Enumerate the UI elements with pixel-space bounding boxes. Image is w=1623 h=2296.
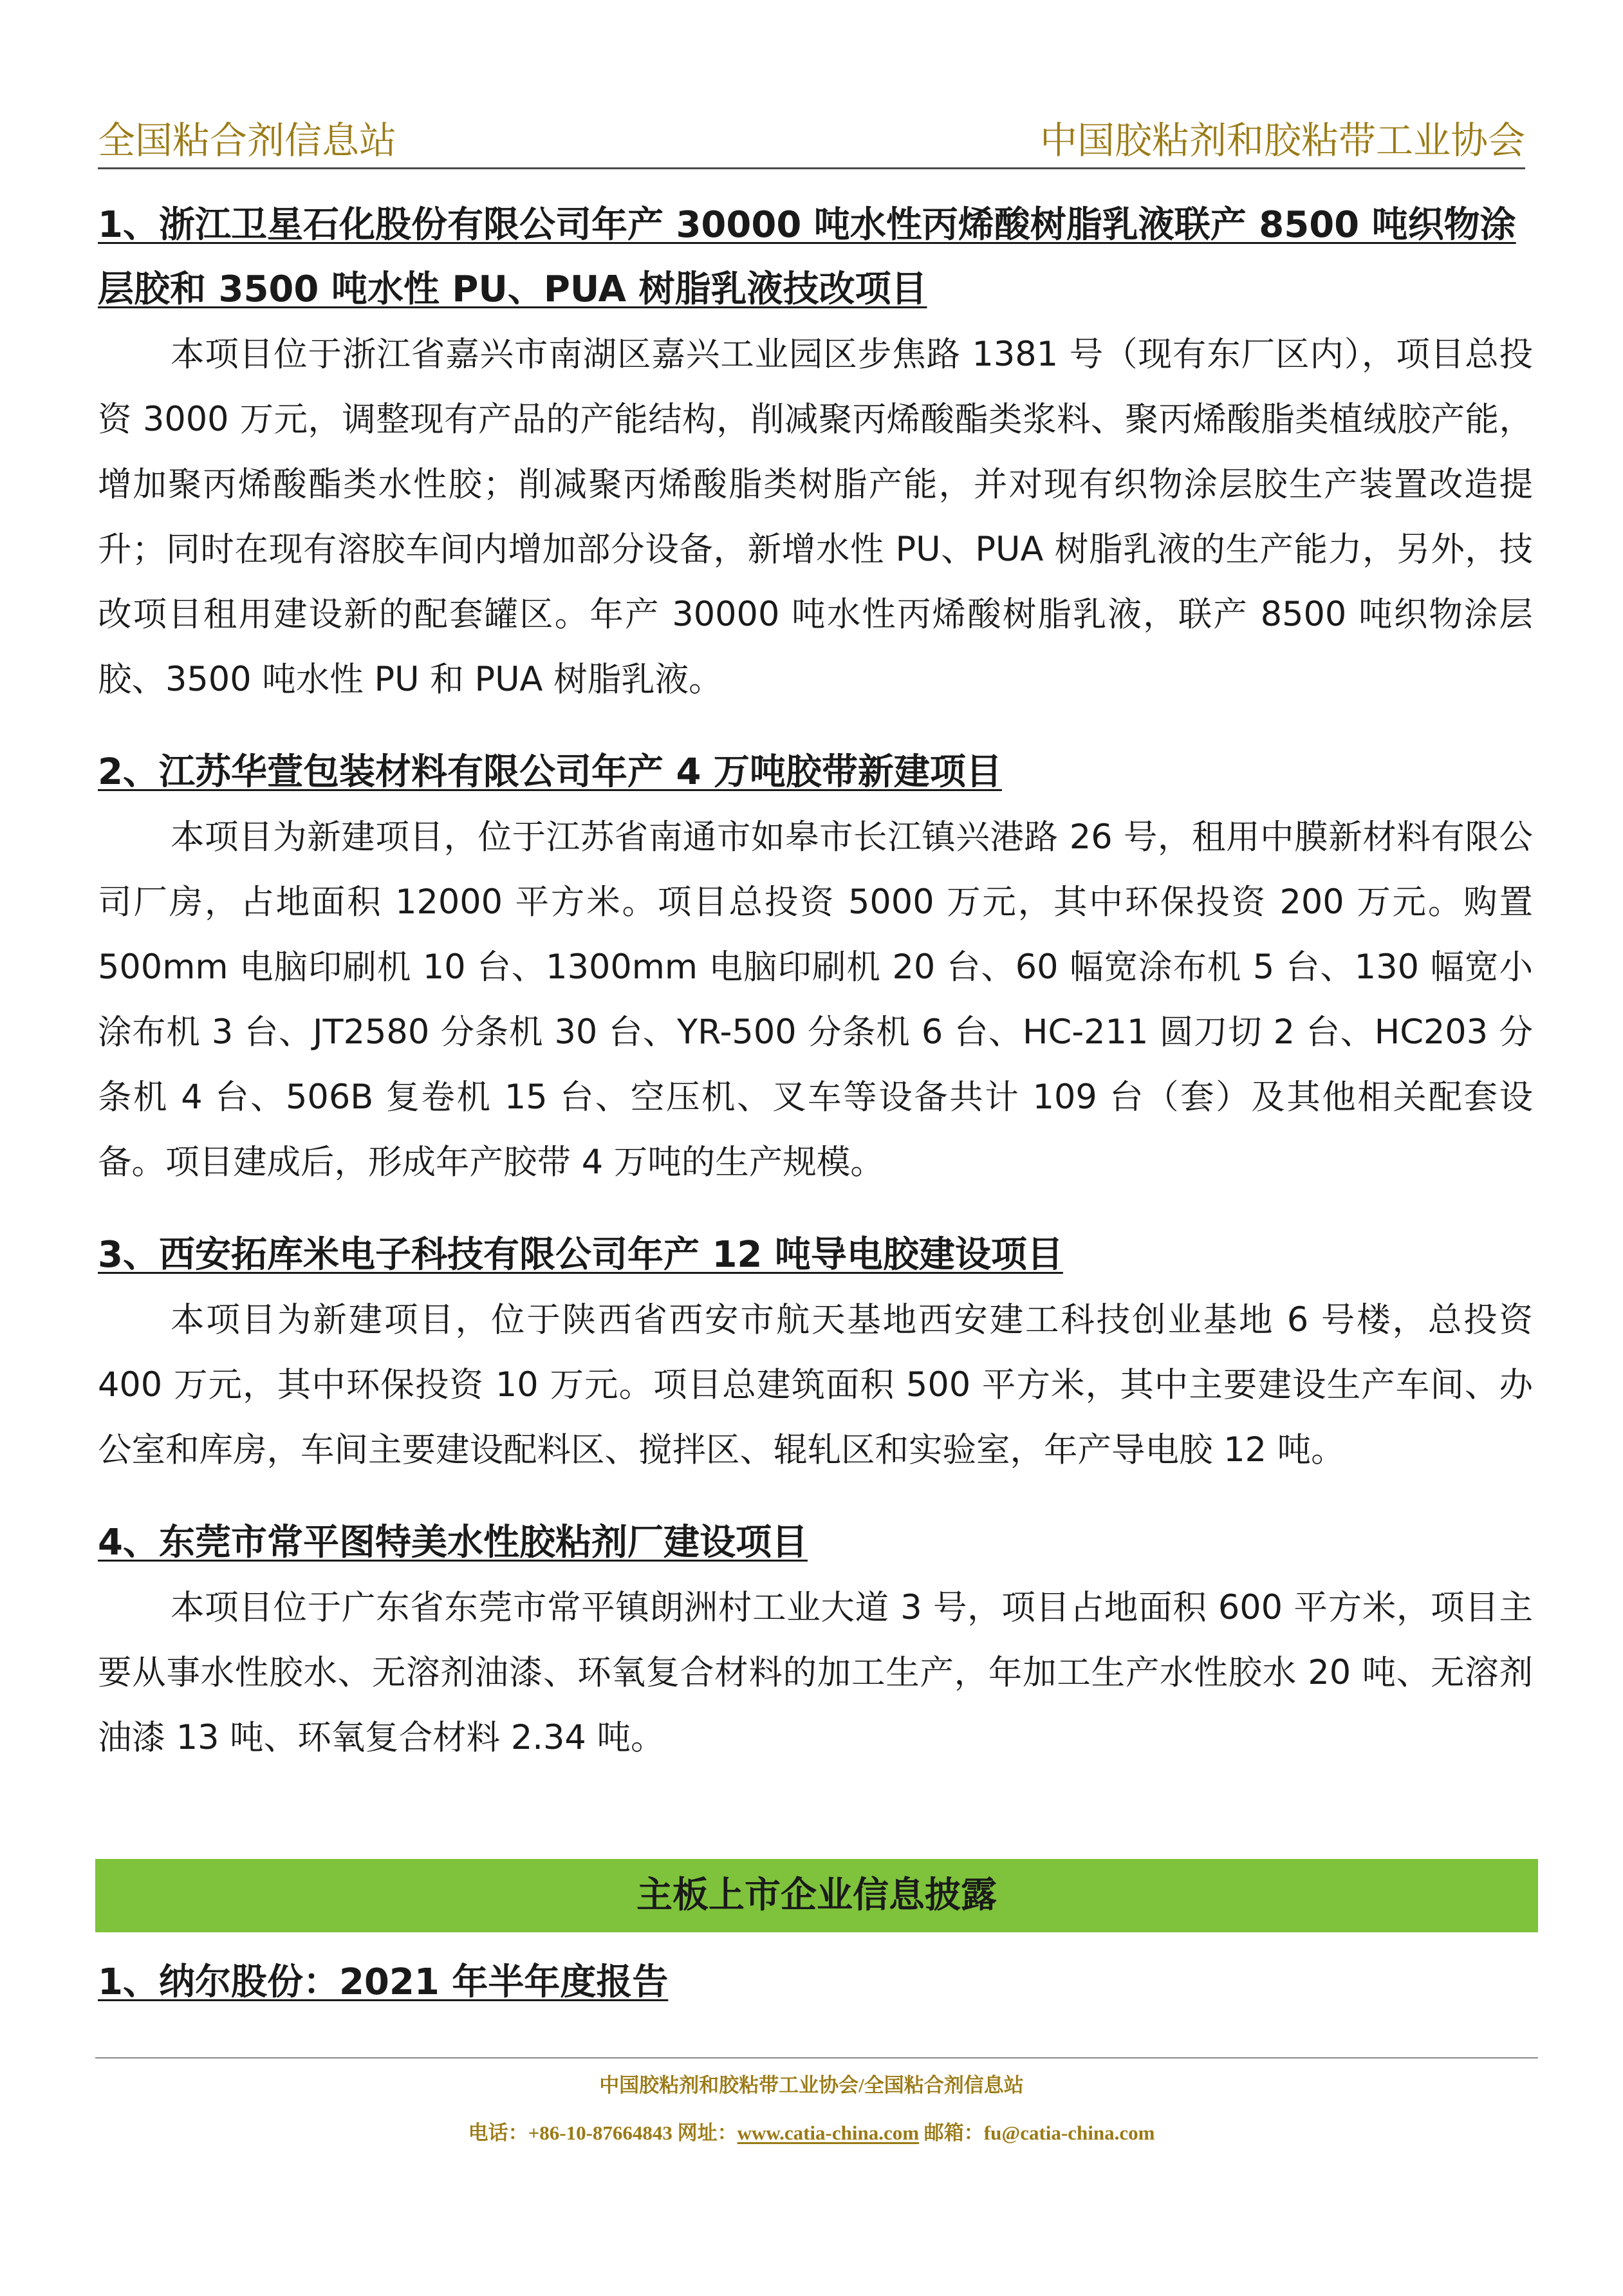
- header-right-title: 中国胶粘剂和胶粘带工业协会: [1039, 120, 1525, 162]
- project-body: 本项目为新建项目，位于江苏省南通市如皋市长江镇兴港路 26 号，租用中膜新材料有限公司厂房，占地面积 12000 平方米。项目总投资 5000 万元，其中环保投资 200 万元。购置 500mm 电脑印刷机 10 台、1300mm 电脑印刷机 20 台、60 幅宽涂布机 5 台、130 幅宽小涂布机 3 台、JT2580 分条机 30 台、YR-500 分条机 6 台、HC-211 圆刀切 2 台、HC203 分条机 4 台、506B 复卷机 15 台、空压机、叉车等设备共计 109 台（套）及其他相关配套设备。项目建成后，形成年产胶带 4 万吨的生产规模。: [98, 817, 1533, 1182]
- project-title: 1、浙江卫星石化股份有限公司年产 30000 吨水性丙烯酸树脂乳液联产 8500 吨织物涂层胶和 3500 吨水性 PU、PUA 树脂乳液技改项目: [98, 204, 1516, 310]
- project-item-2: [98, 740, 1533, 1195]
- project-body: 本项目位于广东省东莞市常平镇朗洲村工业大道 3 号，项目占地面积 600 平方米，项目主要从事水性胶水、无溶剂油漆、环氧复合材料的加工生产，年加工生产水性胶水 20 吨、无溶剂油漆 13 吨、环氧复合材料 2.34 吨。: [98, 1588, 1533, 1757]
- project-title: 2、江苏华萱包装材料有限公司年产 4 万吨胶带新建项目: [98, 751, 1002, 793]
- next-item-title: 1、纳尔股份：2021 年半年度报告: [98, 1961, 669, 2003]
- footer-contact: [0, 2116, 1623, 2145]
- project-body: 本项目位于浙江省嘉兴市南湖区嘉兴工业园区步焦路 1381 号（现有东厂区内），项目总投资 3000 万元，调整现有产品的产能结构，削减聚丙烯酸酯类浆料、聚丙烯酸脂类植绒胶产能，增加聚丙烯酸酯类水性胶；削减聚丙烯酸脂类树脂产能，并对现有织物涂层胶生产装置改造提升；同时在现有溶胶车间内增加部分设备，新增水性 PU、PUA 树脂乳液的生产能力，另外，技改项目租用建设新的配套罐区。年产 30000 吨水性丙烯酸树脂乳液，联产 8500 吨织物涂层胶、3500 吨水性 PU 和 PUA 树脂乳液。: [98, 335, 1533, 699]
- project-body: 本项目为新建项目，位于陕西省西安市航天基地西安建工科技创业基地 6 号楼，总投资 400 万元，其中环保投资 10 万元。项目总建筑面积 500 平方米，其中主要建设生产车间、办公室和库房，车间主要建设配料区、搅拌区、辊轧区和实验室，年产导电胶 12 吨。: [98, 1300, 1533, 1470]
- project-item-4: [98, 1511, 1533, 1770]
- footer-email-label: 邮箱：: [919, 2122, 984, 2144]
- project-title: 4、东莞市常平图特美水性胶粘剂厂建设项目: [98, 1522, 808, 1563]
- page-header: [98, 115, 1525, 169]
- project-item-1: [98, 193, 1533, 712]
- project-title: 3、西安拓库米电子科技有限公司年产 12 吨导电胶建设项目: [98, 1234, 1063, 1276]
- footer-divider: [95, 2057, 1538, 2058]
- article-content: [98, 193, 1533, 1770]
- next-section: [98, 1950, 1533, 2015]
- footer-organization: 中国胶粘剂和胶粘带工业协会/全国粘合剂信息站: [599, 2074, 1024, 2096]
- email-link[interactable]: fu@catia-china.com: [983, 2122, 1155, 2144]
- header-left-title: 全国粘合剂信息站: [98, 120, 397, 162]
- footer-phone-label: 电话：+86-10-87664843 网址：: [468, 2122, 737, 2144]
- website-link[interactable]: www.catia-china.com: [737, 2122, 920, 2144]
- section-banner: 主板上市企业信息披露: [95, 1859, 1538, 1932]
- project-item-3: [98, 1223, 1533, 1482]
